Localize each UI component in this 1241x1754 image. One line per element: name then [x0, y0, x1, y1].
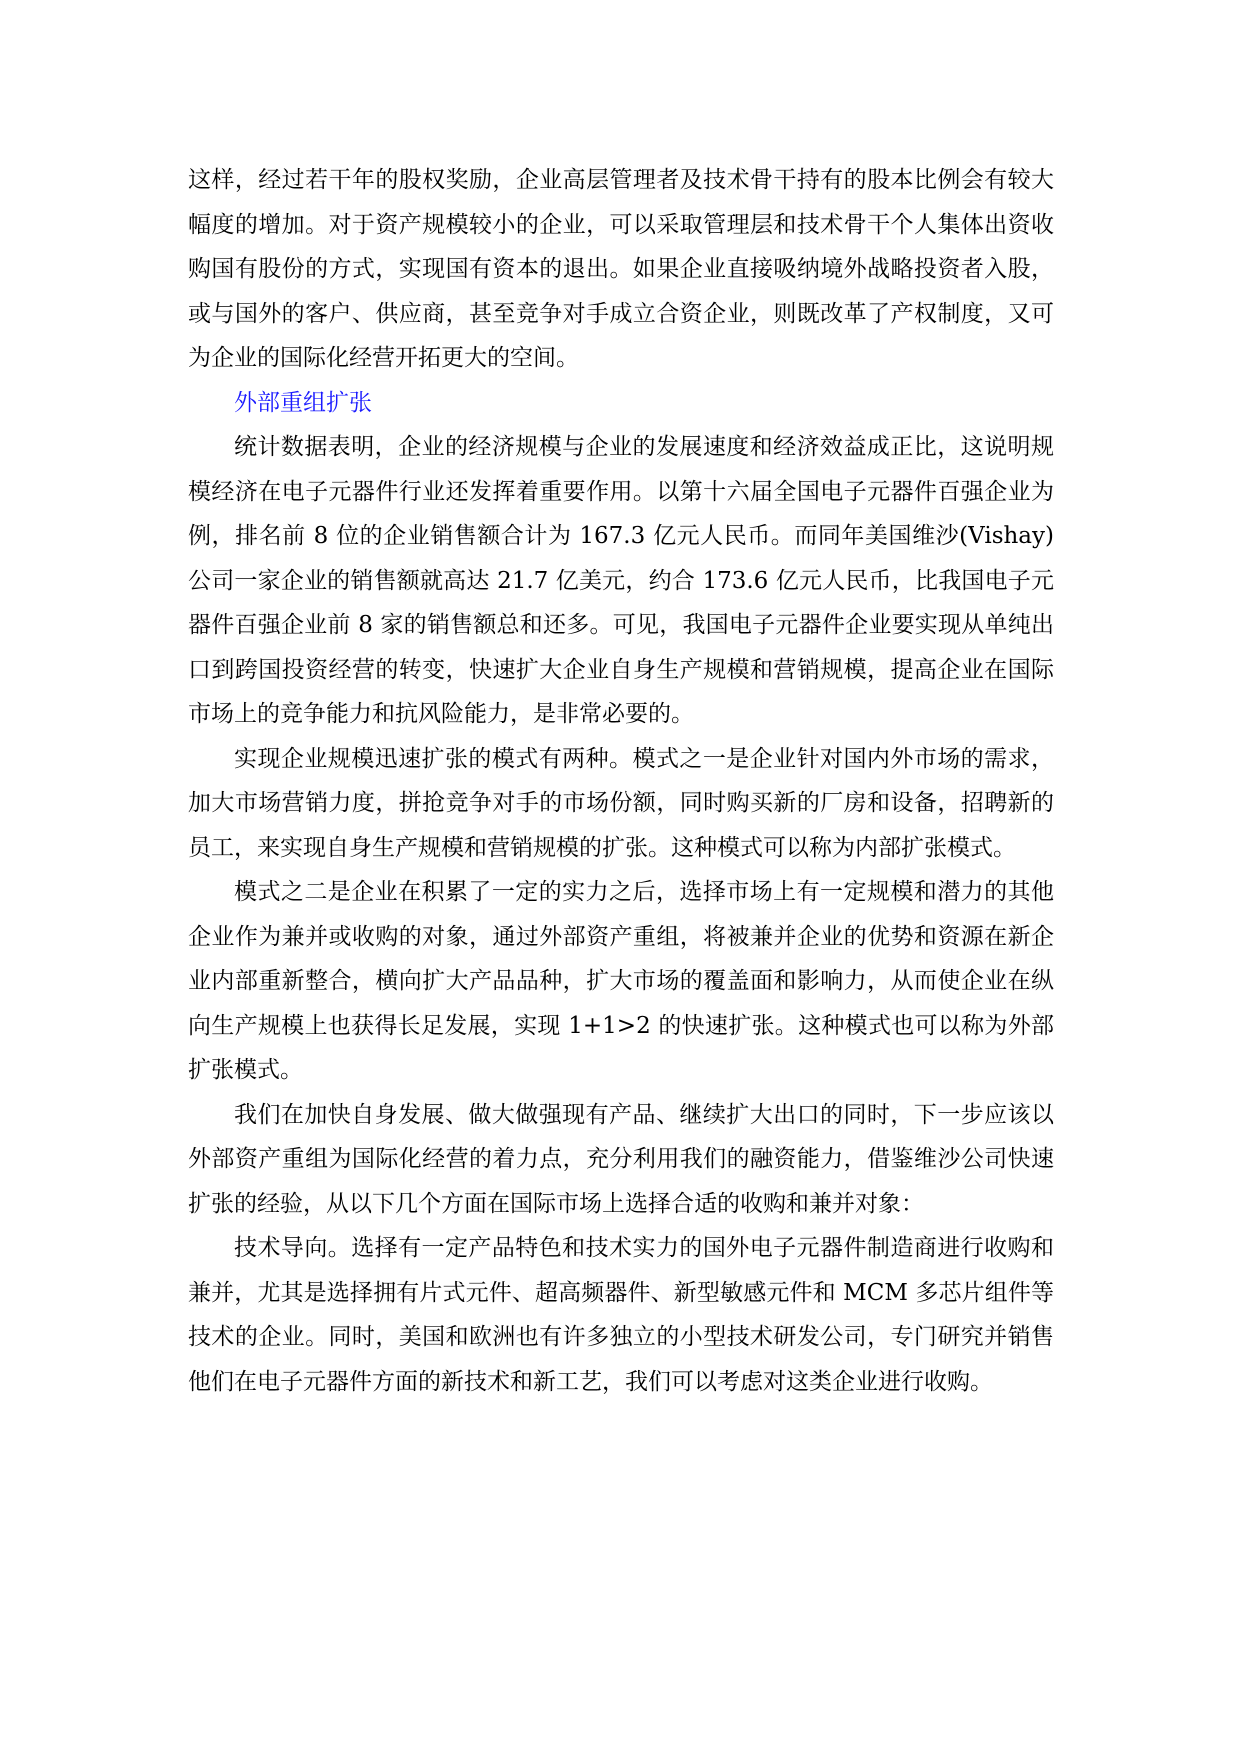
document-body: [188, 158, 1054, 1404]
paragraph-equity-incentive: 这样，经过若干年的股权奖励，企业高层管理者及技术骨干持有的股本比例会有较大幅度的增加。对于资产规模较小的企业，可以采取管理层和技术骨干个人集体出资收购国有股份的方式，实现国有资本的退出。如果企业直接吸纳境外战略投资者入股，或与国外的客户、供应商，甚至竞争对手成立合资企业，则既改革了产权制度，又可为企业的国际化经营开拓更大的空间。: [188, 167, 1054, 371]
paragraph-mode-two: 模式之二是企业在积累了一定的实力之后，选择市场上有一定规模和潜力的其他企业作为兼并或收购的对象，通过外部资产重组，将被兼并企业的优势和资源在新企业内部重新整合，横向扩大产品品种，扩大市场的覆盖面和影响力，从而使企业在纵向生产规模上也获得长足发展，实现 1+1>2 的快速扩张。这种模式也可以称为外部扩张模式。: [188, 879, 1054, 1083]
paragraph-statistics: 统计数据表明，企业的经济规模与企业的发展速度和经济效益成正比，这说明规模经济在电子元器件行业还发挥着重要作用。以第十六届全国电子元器件百强企业为例，排名前 8 位的企业销售额合计为 167.3 亿元人民币。而同年美国维沙(Vishay)公司一家企业的销售额就高达 21.7 亿美元，约合 173.6 亿元人民币，比我国电子元器件百强企业前 8 家的销售额总和还多。可见，我国电子元器件企业要实现从单纯出口到跨国投资经营的转变，快速扩大企业自身生产规模和营销规模，提高企业在国际市场上的竞争能力和抗风险能力，是非常必要的。: [188, 434, 1054, 727]
paragraph-next-steps: 我们在加快自身发展、做大做强现有产品、继续扩大出口的同时，下一步应该以外部资产重组为国际化经营的着力点，充分利用我们的融资能力，借鉴维沙公司快速扩张的经验，从以下几个方面在国际市场上选择合适的收购和兼并对象：: [188, 1101, 1054, 1217]
paragraph-expansion-modes: 实现企业规模迅速扩张的模式有两种。模式之一是企业针对国内外市场的需求，加大市场营销力度，拼抢竞争对手的市场份额，同时购买新的厂房和设备，招聘新的员工，来实现自身生产规模和营销规模的扩张。这种模式可以称为内部扩张模式。: [188, 745, 1054, 861]
section-heading: [188, 381, 1054, 426]
paragraph-technology-orientation: 技术导向。选择有一定产品特色和技术实力的国外电子元器件制造商进行收购和兼并，尤其是选择拥有片式元件、超高频器件、新型敏感元件和 MCM 多芯片组件等技术的企业。同时，美国和欧洲也有许多独立的小型技术研发公司，专门研究并销售他们在电子元器件方面的新技术和新工艺，我们可以考虑对这类企业进行收购。: [188, 1235, 1054, 1395]
section-heading-text: 外部重组扩张: [234, 389, 372, 416]
